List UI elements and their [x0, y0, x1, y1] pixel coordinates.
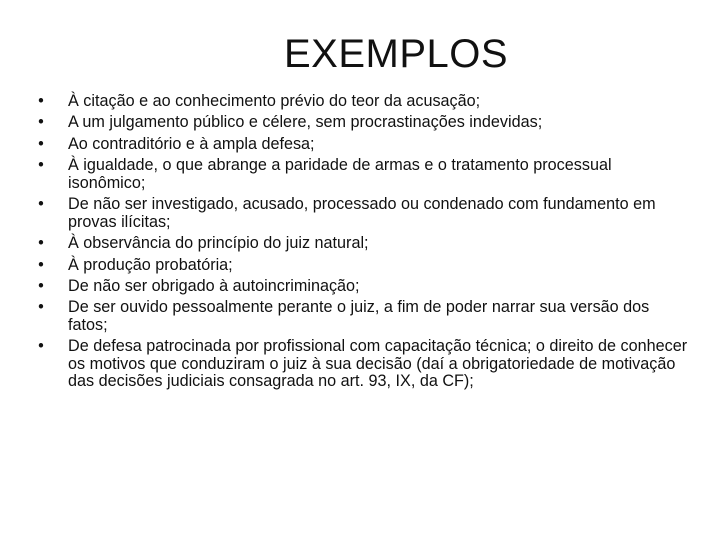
- bullet-item: [36, 257, 692, 275]
- bullet-text: À produção probatória;: [68, 255, 233, 274]
- bullet-dot-icon: •: [38, 234, 44, 253]
- bullet-dot-icon: •: [38, 276, 44, 295]
- bullet-item: [36, 338, 692, 391]
- bullet-dot-icon: •: [38, 92, 44, 110]
- bullet-text: A um julgamento público e célere, sem procrastinações indevidas;: [68, 113, 543, 132]
- bullet-item: [36, 196, 692, 231]
- bullet-item: [36, 278, 692, 296]
- bullet-text: De não ser investigado, acusado, processado ou condenado com fundamento em provas ilícitas;: [68, 195, 656, 231]
- bullet-item: [36, 136, 692, 154]
- bullet-text: À citação e ao conhecimento prévio do teor da acusação;: [68, 92, 481, 110]
- bullet-dot-icon: •: [38, 134, 44, 153]
- bullet-text: De ser ouvido pessoalmente perante o juiz, a fim de poder narrar sua versão dos fatos;: [68, 298, 650, 334]
- bullet-text: De defesa patrocinada por profissional com capacitação técnica; o direito de conhecer os motivos que conduziram o juiz à sua decisão (daí a obrigatoriedade de motivação das decisões judiciais consagrada no art. 93, IX, da CF);: [68, 337, 688, 391]
- bullet-list: [36, 93, 692, 395]
- bullet-item: [36, 157, 692, 192]
- bullet-item: [36, 235, 692, 253]
- bullet-dot-icon: •: [38, 195, 44, 214]
- bullet-dot-icon: •: [38, 337, 44, 356]
- bullet-item: [36, 93, 692, 111]
- bullet-text: Ao contraditório e à ampla defesa;: [68, 134, 315, 153]
- bullet-dot-icon: •: [38, 113, 44, 132]
- bullet-text: À igualdade, o que abrange a paridade de armas e o tratamento processual isonômico;: [68, 156, 612, 192]
- bullet-item: [36, 114, 692, 132]
- bullet-text: De não ser obrigado à autoincriminação;: [68, 276, 360, 295]
- bullet-dot-icon: •: [38, 255, 44, 274]
- slide-title: EXEMPLOS: [283, 32, 509, 76]
- bullet-dot-icon: •: [38, 156, 44, 175]
- bullet-text: À observância do princípio do juiz natural;: [68, 234, 369, 253]
- bullet-item: [36, 299, 692, 334]
- bullet-dot-icon: •: [38, 298, 44, 317]
